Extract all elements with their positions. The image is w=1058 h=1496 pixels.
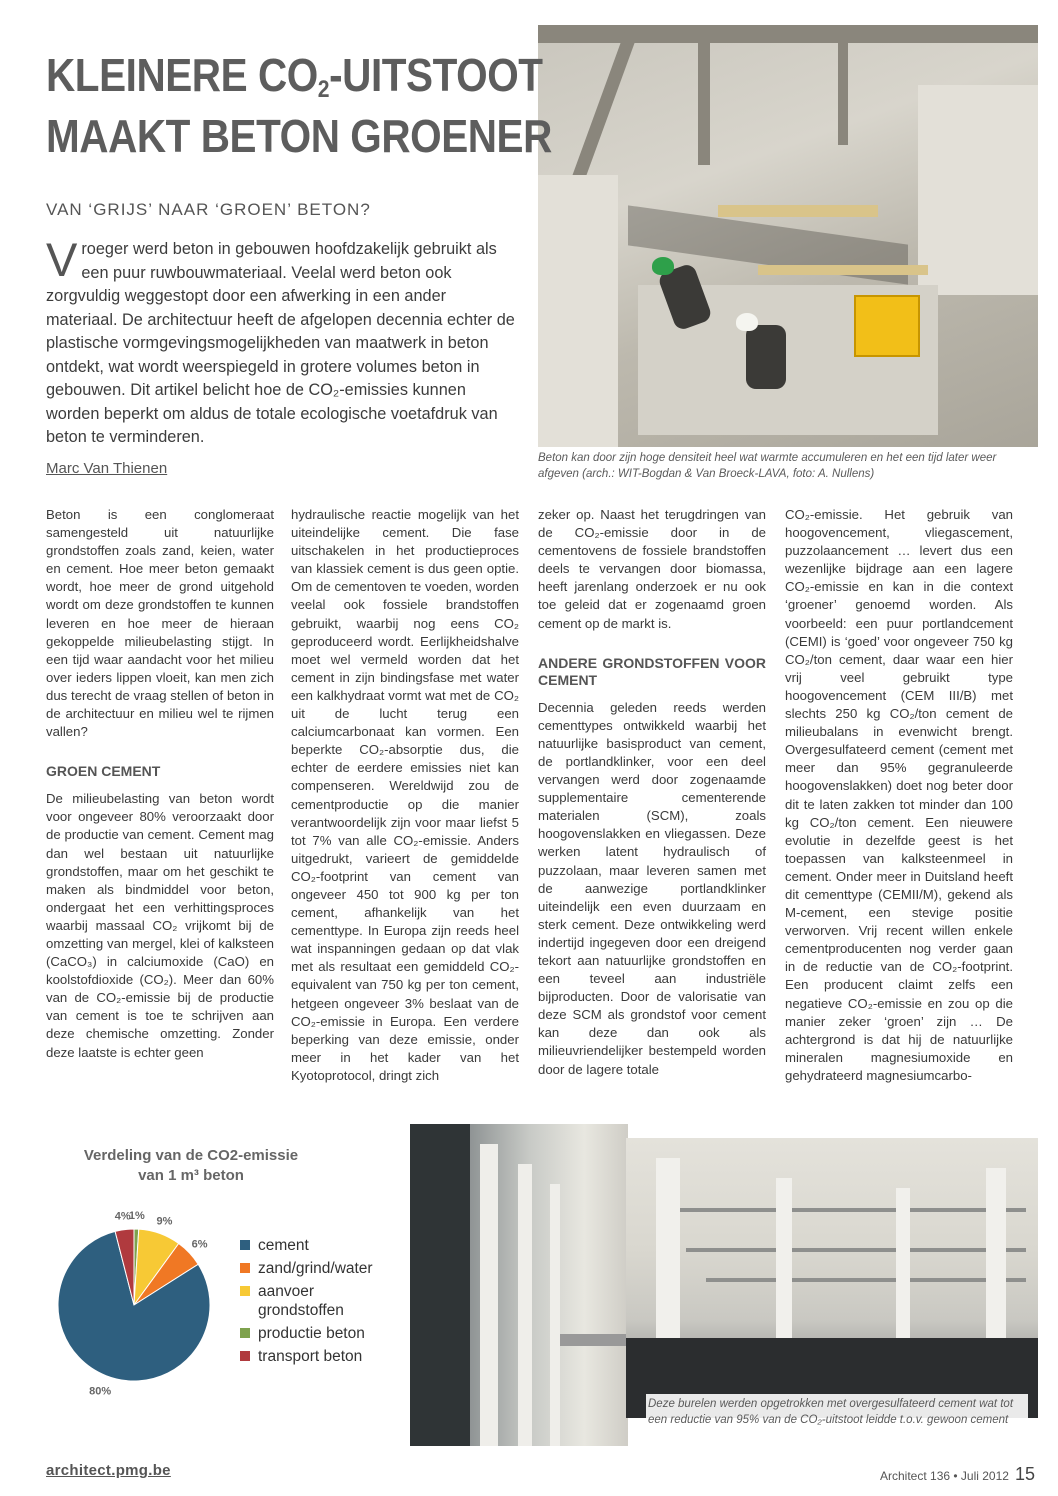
website-link[interactable]: architect.pmg.be bbox=[46, 1462, 171, 1479]
legend-label: cement bbox=[258, 1237, 309, 1254]
pie-label: 9% bbox=[156, 1215, 173, 1228]
legend-swatch bbox=[240, 1328, 250, 1338]
body-column-1: Beton is een conglomeraat samengesteld uit natuurlijke grondstoffen zoals zand, keien, water en cement. Hoe meer beton gemaakt wordt, hoe meer de grond uitgehold wordt om deze grondstoffen te kunnen leveren en hoe meer de hieraan gekoppelde milieubelasting stijgt. In een tijd waar aandacht voor het milieu over ieders lippen vloeit, kan men zich dus terecht de vraag stellen of beton in de architectuur en milieu wel te rijmen vallen? GROEN CEMENT De milieubelasting van beton wordt voor ongeveer 80% veroorzaakt door de productie van cement. Cement mag dan wel bestaan uit natuurlijke grondstoffen, maar om het geschikt te maken als bindmiddel voor beton, ondergaat het een verhittingsproces waarbij massaal CO₂ vrijkomt bij de omzetting van mergel, klei of kalksteen (CaCO₃) in calciumoxide (CaO) en koolstofdioxide (CO₂). Meer dan 60% van de CO₂-emissie bij de productie van cement is toe te schrijven aan deze chemische omzetting. Zonder deze laatste is echter geen bbox=[46, 507, 274, 1060]
section-heading: ANDERE GRONDSTOFFEN VOOR CEMENT bbox=[538, 654, 766, 688]
legend-item bbox=[240, 1259, 400, 1278]
construction-photo bbox=[538, 25, 1038, 447]
legend-swatch bbox=[240, 1286, 250, 1296]
drop-cap: V bbox=[46, 233, 78, 286]
issue-info bbox=[880, 1464, 1035, 1485]
atrium-photo bbox=[410, 1124, 628, 1446]
legend-item bbox=[240, 1324, 400, 1343]
top-photo-caption: Beton kan door zijn hoge densiteit heel wat warmte accumuleren en het een tijd later weer afgeven (arch.: WIT-Bogdan & Van Broeck-LAVA, foto: A. Nullens) bbox=[538, 452, 997, 480]
yellow-bucket bbox=[854, 295, 920, 357]
legend-label: productie beton bbox=[258, 1325, 365, 1342]
pie-label: 6% bbox=[191, 1238, 208, 1251]
issue-label: Architect 136 • Juli 2012 bbox=[880, 1469, 1009, 1483]
body-column-2: hydraulische reactie mogelijk van het uiteindelijke cement. Die fase uitschakelen in het productieproces van klassiek cement is dus geen optie. Om de cementoven te voeden, worden veelal ook fossiele brandstoffen gebruikt, waarbij nog eens CO₂ geproduceerd wordt. Eerlijkheidshalve moet wel vermeld worden dat het cement in zijn bindingsfase met water een kalkhydraat vormt wat met de CO₂ uit de lucht terug een calciumcarbonaat kan vormen. Een beperkte CO₂-absorptie dus, die echter de eerdere emissies niet kan compenseren. Wereldwijd zou de cementproductie op die manier verantwoordelijk zijn voor maar liefst 5 tot 7% van alle CO₂-emissie. Anders uitgedrukt, varieert de gemiddelde CO₂-footprint van cement van ongeveer 450 tot 900 kg per ton cement, afhankelijk van het cementtype. In Europa zijn reeds heel wat inspanningen gedaan op dat vlak met als resultaat een gemiddeld CO₂-equivalent van 750 kg per ton cement, hetgeen ongeveer 3% beslaat van de CO₂-emissie in Europa. Een verdere beperking van deze emissie, onder meer in het kader van het Kyotoprotocol, dringt zich bbox=[291, 507, 519, 1083]
pie-label: 80% bbox=[89, 1385, 112, 1395]
section-heading: GROEN CEMENT bbox=[46, 763, 161, 780]
legend-label: zand/grind/water bbox=[258, 1260, 373, 1277]
page-number: 15 bbox=[1014, 1464, 1035, 1484]
pie-label: 4% bbox=[114, 1210, 131, 1223]
office-photo bbox=[626, 1138, 1038, 1418]
legend-item bbox=[240, 1236, 400, 1255]
body-column-3: zeker op. Naast het terugdringen van de CO₂-emissie door in de cementovens de fossiele brandstoffen deels te vervangen door biomassa, heeft jarenlang onderzoek er nu ook toe geleid dat er zogenaamd groen cement op de markt is. ANDERE GRONDSTOFFEN VOOR CEMENT Decennia geleden reeds werden cementtypes ontwikkeld waarbij het natuurlijke basisproduct van cement, de portlandklinker, voor een deel vervangen werd door zogenaamde supplementaire cementerende materialen (SCM), zoals hoogovenslakken en vliegassen. Deze werken latent hydraulisch of puzzolaan, maar leveren samen met de aanwezige portlandklinker uiteindelijk een even duurzaam en sterk cement. Deze ontwikkeling werd indertijd ingegeven door een dreigend tekort aan natuurlijke grondstoffen en een teveel aan industriële bijproducten. Door de valorisatie van deze SCM als grondstof voor cement kan deze dan ook als milieuvriendelijker bestempeld worden door de lagere totale bbox=[538, 507, 766, 1077]
legend-swatch bbox=[240, 1351, 250, 1361]
legend-label: aanvoer grondstoffen bbox=[258, 1283, 344, 1319]
body-column-4: CO₂-emissie. Het gebruik van hoogovencement, vliegascement, puzzolaancement … levert dus een wezenlijke bijdrage aan een lagere CO₂-emissie en kan in die context ‘groener’ genoemd worden. Als voorbeeld: een puur portlandcement (CEMI) is ‘goed’ voor ongeveer 750 kg CO₂/ton cement, daar waar een hier vrij veel gebruikt type hoogovencement (CEM III/B) met slechts 250 kg CO₂/ton cement de milieubalans in evenwicht brengt. Overgesulfateerd cement (cement met meer dan 95% gegranuleerde hoogovenslakken) doet nog beter door dit te laten zakken tot minder dan 100 kg CO₂/ton cement. Een nieuwere evolutie in dezelfde geest is het toepassen van kalksteenmeel in cement. Onder meer in Duitsland heeft dit cementtype (CEMII/M), gekend als M-cement, een stevige positie verworven. Vrij recent willen enkele cementproducenten nog verder gaan in de reductie van de CO₂-footprint. Een producent claimt zelfs een negatieve CO₂-emissie en zou op die manier zeker ‘groen’ zijn … De achtergrond is dat hij de natuurlijke mineralen magnesiumoxide en gehydrateerd magnesiumcarbo- bbox=[785, 507, 1013, 1083]
bottom-photo-caption: Deze burelen werden opgetrokken met overgesulfateerd cement wat tot een reductie van 95% van de CO₂-uitstoot leidde t.o.v. gewoon cement bbox=[646, 1394, 1028, 1430]
pie-chart bbox=[46, 1195, 236, 1395]
lead-paragraph: Vroeger werd beton in gebouwen hoofdzakelijk gebruikt als een puur ruwbouwmateriaal. Veelal werd beton ook zorgvuldig weggestopt door een afwerking in een ander materiaal. De architectuur heeft de afgelopen decennia echter de plastische vormgevingsmogelijkheden van maatwerk in beton ontdekt, wat wordt weerspiegeld in grotere volumes beton in gebouwen. Dit artikel belicht hoe de CO₂-emissies kunnen worden beperkt om aldus de totale ecologische voetafdruk van beton te verminderen. bbox=[46, 233, 515, 446]
legend-item bbox=[240, 1347, 400, 1366]
article-subheading: VAN ‘GRIJS’ NAAR ‘GROEN’ BETON? bbox=[46, 200, 371, 219]
legend-swatch bbox=[240, 1240, 250, 1250]
author-byline: Marc Van Thienen bbox=[46, 460, 168, 477]
legend-item bbox=[240, 1282, 400, 1320]
legend-label: transport beton bbox=[258, 1348, 363, 1365]
legend-swatch bbox=[240, 1263, 250, 1273]
pie-label: 1% bbox=[128, 1210, 145, 1223]
chart-title: Verdeling van de CO2-emissie van 1 m³ beton bbox=[83, 1147, 299, 1184]
chart-legend bbox=[240, 1236, 400, 1370]
article-title: KLEINERE $CO_2$-UITSTOOT MAAKT BETON GROENER bbox=[46, 49, 552, 162]
